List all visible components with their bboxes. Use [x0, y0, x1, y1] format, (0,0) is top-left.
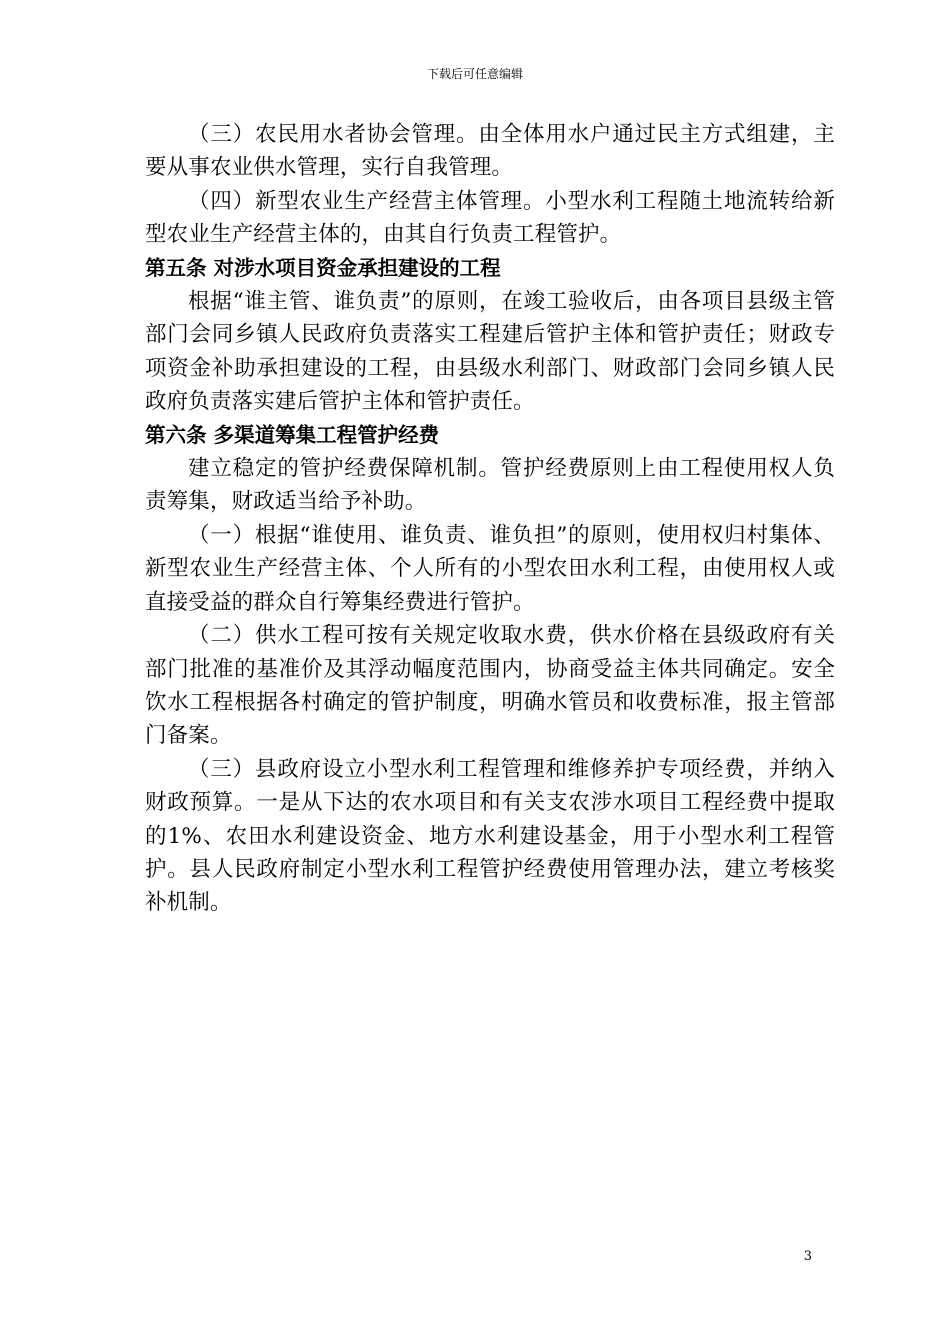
- paragraph-article-6-item-1: （一）根据“谁使用、谁负责、谁负担”的原则，使用权归村集体、新型农业生产经营主体、个人所有的小型农田水利工程，由使用权人或直接受益的群众自行筹集经费进行管护。: [145, 522, 835, 615]
- paragraph-article-6-item-3: （三）县政府设立小型水利工程管理和维修养护专项经费，并纳入财政预算。一是从下达的农水项目和有关支农涉水项目工程经费中提取的1%、农田水利建设资金、地方水利建设基金，用于小型水利工程管护。县人民政府制定小型水利工程管护经费使用管理办法，建立考核奖补机制。: [145, 756, 835, 916]
- page-header: 下载后可任意编辑: [426, 67, 523, 81]
- paragraph-farmer-water-association: （三）农民用水者协会管理。由全体用水户通过民主方式组建，主要从事农业供水管理，实行自我管理。: [145, 122, 835, 181]
- paragraph-new-agricultural-entity: （四）新型农业生产经营主体管理。小型水利工程随土地流转给新型农业生产经营主体的，由其自行负责工程管护。: [145, 188, 835, 248]
- page-number: 3: [803, 1249, 812, 1264]
- paragraph-article-5-body: 根据“谁主管、谁负责”的原则，在竣工验收后，由各项目县级主管部门会同乡镇人民政府负责落实工程建后管护主体和管护责任；财政专项资金补助承担建设的工程，由县级水利部门、财政部门会同乡镇人民政府负责落实建后管护主体和管护责任。: [145, 289, 835, 415]
- article-5-heading: 第五条 对涉水项目资金承担建设的工程: [145, 255, 501, 280]
- paragraph-article-6-intro: 建立稳定的管护经费保障机制。管护经费原则上由工程使用权人负责筹集，财政适当给予补助。: [145, 456, 835, 515]
- article-6-heading: 第六条 多渠道筹集工程管护经费: [145, 422, 440, 447]
- document-body: [145, 118, 835, 920]
- paragraph-article-6-item-2: （二）供水工程可按有关规定收取水费，供水价格在县级政府有关部门批准的基准价及其浮动幅度范围内，协商受益主体共同确定。安全饮水工程根据各村确定的管护制度，明确水管员和收费标准，报主管部门备案。: [145, 623, 835, 749]
